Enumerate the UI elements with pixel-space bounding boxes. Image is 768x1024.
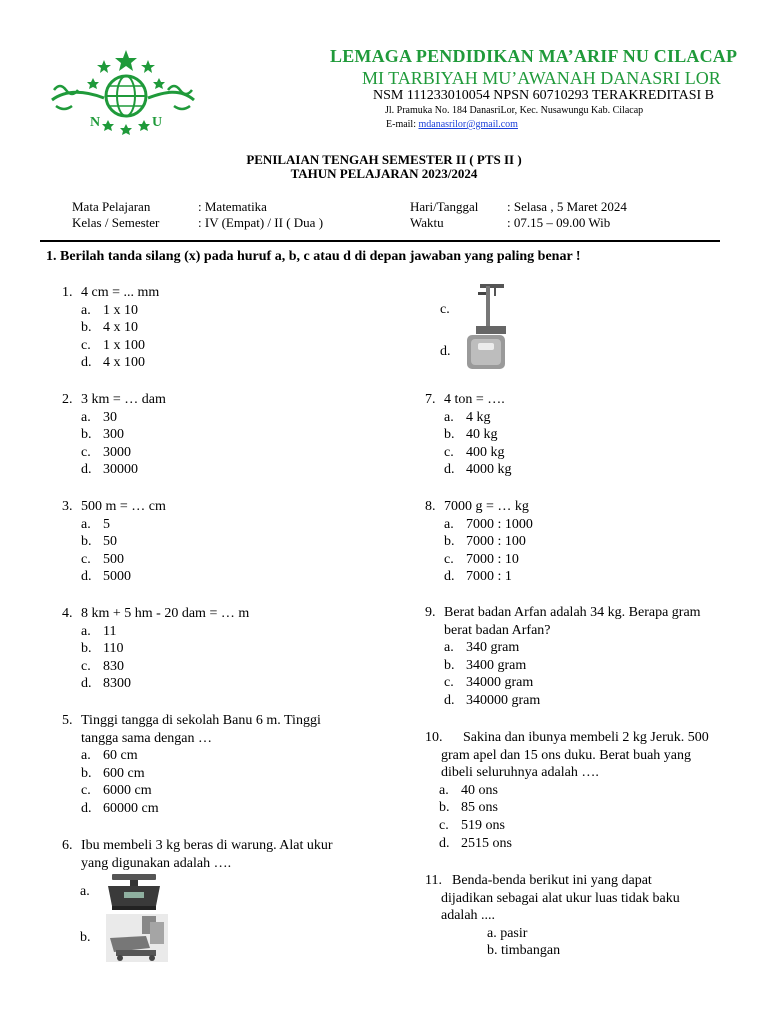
option-b[interactable]: b. timbangan [487, 943, 561, 959]
option-a[interactable]: a. pasir [487, 925, 528, 941]
question-5 [62, 712, 321, 818]
logo-star [141, 60, 155, 73]
question-text: 7000 g = … kg [444, 499, 529, 514]
option-d[interactable]: d. 60000 cm [81, 800, 159, 816]
time-value: : 07.15 – 09.00 Wib [507, 215, 611, 230]
logo-star [87, 78, 99, 89]
question-text: 3 km = … dam [81, 392, 166, 407]
option-c[interactable]: c. 3000 [81, 444, 131, 460]
option-a[interactable]: a. 7000 : 1000 [444, 516, 533, 532]
nu-logo [48, 48, 198, 138]
option-a[interactable]: a. 340 gram [444, 640, 520, 656]
exam-title: PENILAIAN TENGAH SEMESTER II ( PTS II ) [246, 152, 522, 167]
option-a[interactable]: a. 60 cm [81, 748, 138, 764]
question-11 [425, 872, 680, 960]
option-a[interactable]: a. [80, 872, 162, 912]
option-b[interactable]: b. 300 [81, 427, 124, 443]
registration-info: NSM 111233010054 NPSN 60710293 TERAKREDITASI B [373, 88, 714, 103]
question-number: 1. [62, 285, 73, 300]
question-text: Tinggi tangga di sekolah Banu 6 m. Tinggi tangga sama dengan … [81, 713, 321, 746]
question-text: 4 cm = ... mm [81, 285, 160, 300]
question-number: 2. [62, 392, 73, 407]
option-c[interactable]: c. 6000 cm [81, 783, 152, 799]
logo-star-top [115, 50, 137, 71]
option-a[interactable]: a. 1 x 10 [81, 302, 138, 318]
option-b[interactable]: b. 85 ons [439, 800, 498, 816]
question-4 [62, 605, 249, 693]
option-b[interactable]: b. 110 [81, 641, 124, 657]
option-a[interactable]: a. 4 kg [444, 409, 491, 425]
question-text-cont: dijadikan sebagai alat ukur luas tidak baku adalah .... [441, 890, 680, 924]
question-number: 10. [425, 730, 443, 745]
logo-star [102, 120, 114, 131]
header-divider [40, 240, 720, 242]
question-6 [62, 837, 333, 872]
question-number: 6. [62, 838, 73, 853]
question-8 [425, 498, 533, 586]
instruction: 1. Berilah tanda silang (x) pada huruf a, b, c atau d di depan jawaban yang paling benar ! [46, 249, 581, 264]
digital-scale-icon [106, 872, 162, 912]
subject-label: Mata Pelajaran [72, 199, 151, 214]
option-d[interactable]: d. [440, 334, 506, 370]
question-7 [425, 391, 512, 479]
question-text-cont: gram apel dan 15 ons duku. Berat buah yang dibeli seluruhnya adalah …. [441, 747, 691, 781]
question-2 [62, 391, 166, 479]
question-number: 9. [425, 605, 436, 620]
question-text: 4 ton = …. [444, 392, 505, 407]
logo-star [97, 60, 111, 73]
logo-letter-u: U [152, 115, 163, 130]
option-d[interactable]: d. 4 x 100 [81, 355, 145, 371]
question-9 [425, 604, 701, 710]
option-d[interactable]: d. 4000 kg [444, 462, 512, 478]
option-b[interactable]: b. 600 cm [81, 765, 145, 781]
question-text: Berat badan Arfan adalah 34 kg. Berapa gram berat badan Arfan? [444, 605, 701, 638]
option-d[interactable]: d. 30000 [81, 462, 138, 478]
logo-letter-n: N [90, 115, 101, 130]
question-3 [62, 498, 166, 586]
question-number: 3. [62, 499, 73, 514]
school-name: MI TARBIYAH MU’AWANAH DANASRI LOR [362, 68, 721, 88]
option-a[interactable]: a. 30 [81, 409, 117, 425]
option-d[interactable]: d. 5000 [81, 569, 131, 585]
option-c[interactable]: c. 519 ons [439, 817, 505, 833]
logo-star [153, 78, 165, 89]
logo-star [138, 120, 150, 131]
question-text: Ibu membeli 3 kg beras di warung. Alat ukur yang digunakan adalah …. [81, 838, 333, 871]
bathroom-scale-icon [466, 334, 506, 370]
time-label: Waktu [410, 215, 444, 230]
option-a[interactable]: a. 40 ons [439, 782, 498, 798]
institution-name: LEMAGA PENDIDIKAN MA’ARIF NU CILACAP [330, 46, 738, 66]
subject-value: : Matematika [198, 199, 267, 214]
option-c[interactable]: c. 500 [81, 551, 124, 567]
industrial-scale-icon [106, 914, 168, 962]
option-b[interactable]: b. 50 [81, 534, 117, 550]
option-d[interactable]: d. 8300 [81, 676, 131, 692]
option-d[interactable]: d. 340000 gram [444, 692, 541, 708]
option-c[interactable]: c. [440, 284, 512, 336]
option-c[interactable]: c. 1 x 100 [81, 337, 145, 353]
question-number: 7. [425, 392, 436, 407]
date-label: Hari/Tanggal [410, 199, 479, 214]
question-number: 8. [425, 499, 436, 514]
option-d[interactable]: d. 2515 ons [439, 835, 512, 851]
email-label: E-mail: [386, 119, 416, 130]
question-text: Sakina dan ibunya membeli 2 kg Jeruk. 500 [463, 730, 709, 745]
question-number: 4. [62, 606, 73, 621]
question-1 [62, 284, 159, 372]
question-number: 11. [425, 873, 442, 888]
option-d[interactable]: d. 7000 : 1 [444, 569, 512, 585]
class-value: : IV (Empat) / II ( Dua ) [198, 215, 324, 230]
question-text: Benda-benda berikut ini yang dapat [452, 873, 652, 888]
exam-year: TAHUN PELAJARAN 2023/2024 [290, 166, 478, 181]
date-value: : Selasa , 5 Maret 2024 [507, 199, 627, 214]
option-b[interactable]: b. [80, 914, 168, 962]
email-line [386, 119, 518, 130]
option-a[interactable]: a. 5 [81, 516, 110, 532]
question-number: 5. [62, 713, 73, 728]
option-c[interactable]: c. 7000 : 10 [444, 551, 519, 567]
option-b[interactable]: b. 3400 gram [444, 657, 527, 673]
logo-star [120, 124, 132, 135]
question-text: 8 km + 5 hm - 20 dam = … m [81, 606, 250, 621]
option-c[interactable]: c. 830 [81, 658, 124, 674]
question-10 [425, 729, 709, 852]
class-label: Kelas / Semester [72, 215, 160, 230]
question-text: 500 m = … cm [81, 499, 166, 514]
option-c[interactable]: c. 400 kg [444, 444, 505, 460]
option-b[interactable]: b. 40 kg [444, 427, 498, 443]
option-a[interactable]: a. 11 [81, 623, 117, 639]
option-b[interactable]: b. 4 x 10 [81, 320, 138, 336]
option-c[interactable]: c. 34000 gram [444, 675, 534, 691]
email-link[interactable]: mdanasrilor@gmail.com [418, 119, 518, 130]
height-scale-icon [466, 284, 512, 336]
option-b[interactable]: b. 7000 : 100 [444, 534, 526, 550]
school-address: Jl. Pramuka No. 184 DanasriLor, Kec. Nusawungu Kab. Cilacap [385, 105, 644, 116]
